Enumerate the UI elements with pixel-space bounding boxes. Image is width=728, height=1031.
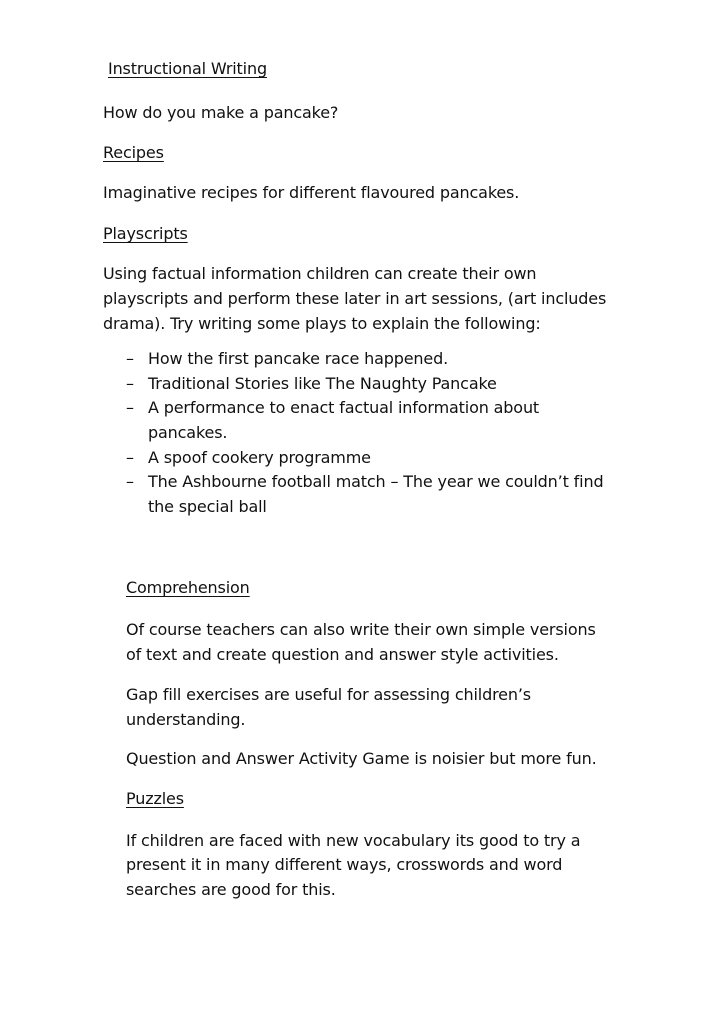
- comprehension-para3: Question and Answer Activity Game is noisier but more fun.: [126, 749, 597, 768]
- document-title: Instructional Writing: [108, 59, 267, 78]
- bullet-marker: –: [126, 472, 134, 491]
- bullet-item-5-line-2: the special ball: [148, 497, 267, 516]
- bullet-item-2: Traditional Stories like The Naughty Pancake: [148, 374, 497, 393]
- puzzles-para-line-2: present it in many different ways, crosswords and word: [126, 855, 563, 874]
- puzzles-heading: Puzzles: [126, 789, 184, 808]
- recipes-text: Imaginative recipes for different flavoured pancakes.: [103, 183, 520, 202]
- bullet-marker: –: [126, 349, 134, 368]
- comprehension-para2-line-1: Gap fill exercises are useful for assessing children’s: [126, 685, 531, 704]
- comprehension-para1-line-2: of text and create question and answer style activities.: [126, 645, 559, 664]
- playscripts-heading: Playscripts: [103, 224, 188, 243]
- playscripts-para-line-3: drama). Try writing some plays to explain the following:: [103, 314, 541, 333]
- comprehension-heading: Comprehension: [126, 578, 250, 597]
- playscripts-para-line-2: playscripts and perform these later in art sessions, (art includes: [103, 289, 607, 308]
- bullet-marker: –: [126, 398, 134, 417]
- bullet-item-3-line-1: A performance to enact factual information about: [148, 398, 540, 417]
- playscripts-para-line-1: Using factual information children can create their own: [103, 264, 537, 283]
- bullet-item-3-line-2: pancakes.: [148, 423, 228, 442]
- recipes-heading: Recipes: [103, 143, 164, 162]
- bullet-marker: –: [126, 374, 134, 393]
- bullet-item-5-line-1: The Ashbourne football match – The year we couldn’t find: [148, 472, 604, 491]
- bullet-item-4: A spoof cookery programme: [148, 448, 371, 467]
- puzzles-para-line-1: If children are faced with new vocabulary its good to try a: [126, 831, 581, 850]
- bullet-marker: –: [126, 448, 134, 467]
- puzzles-para-line-3: searches are good for this.: [126, 880, 336, 899]
- intro-question: How do you make a pancake?: [103, 103, 339, 122]
- comprehension-para2-line-2: understanding.: [126, 710, 246, 729]
- comprehension-para1-line-1: Of course teachers can also write their own simple versions: [126, 620, 596, 639]
- bullet-item-1: How the first pancake race happened.: [148, 349, 449, 368]
